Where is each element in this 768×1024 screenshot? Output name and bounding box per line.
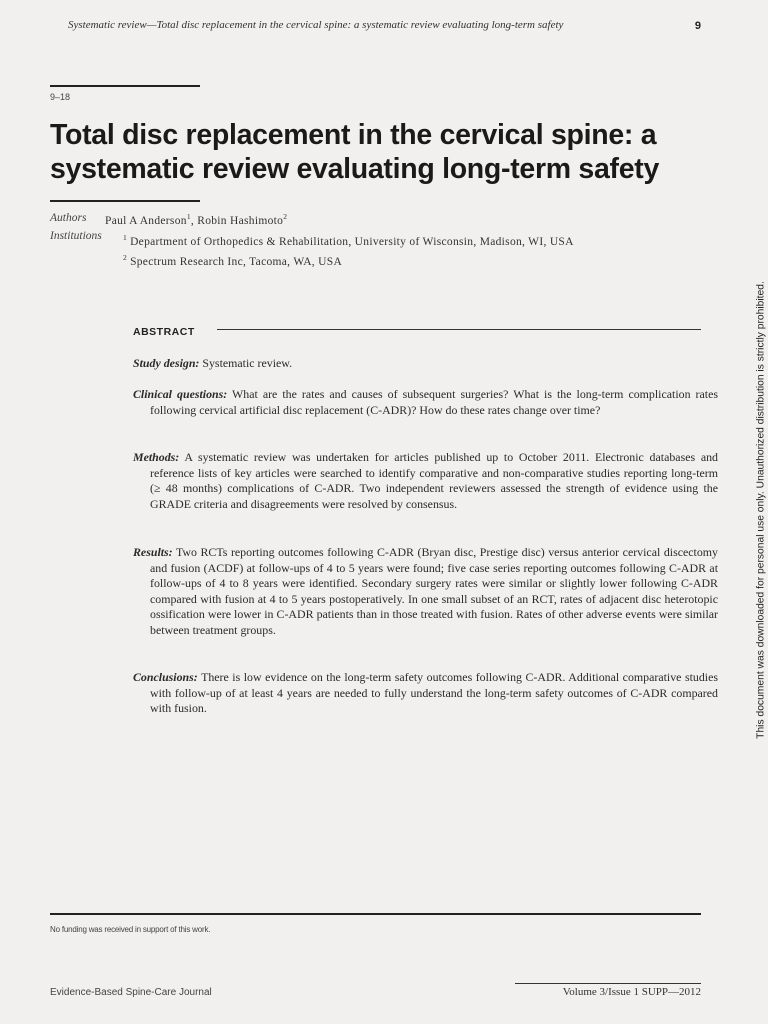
author-name: Robin Hashimoto	[197, 214, 284, 227]
abstract-clinical-questions: Clinical questions: What are the rates and causes of subsequent surgeries? What is the long-term complication rates following cervical artificial disc replacement (C-ADR)? How do these rates change over time?	[133, 387, 719, 417]
abstract-methods: Methods: A systematic review was undertaken for articles published up to October 2011. Electronic databases and reference lists of key articles were searched to identify comparative and non-comparative studies reporting long-term (≥ 48 months) complications of C-ADR. Two independent reviewers assessed the strength of evidence using the GRADE criteria and disagreements were resolved by consensus.	[133, 450, 718, 511]
institutions-label: Institutions	[50, 230, 102, 242]
running-head: Systematic review—Total disc replacement in the cervical spine: a systematic review evaluating long-term safety	[68, 19, 564, 31]
authors-list: Paul A Anderson$^1$, Robin Hashimoto$^2$	[105, 212, 288, 227]
page-range: 9–18	[50, 92, 71, 102]
abstract-results: Results: Two RCTs reporting outcomes following C-ADR (Bryan disc, Prestige disc) versus anterior cervical discectomy and fusion (ACDF) at follow-ups of 4 to 5 years were found; five case series reporting outcomes following C-ADR at follow-ups of 4 to 8 years were identified. Secondary surgery rates were similar or slightly lower following C-ADR compared with fusion at 4 to 5 years postoperatively. In one small subset of an RCT, rates of adjacent disc heterotopic ossification were lower in C-ADR patients than in those treated with fusion. Rates of other adverse events were similar between treatment groups.	[133, 545, 718, 637]
header-rule	[50, 85, 200, 87]
page-number: 9	[694, 20, 701, 32]
abstract-study-design: Study design: Systematic review.	[133, 356, 293, 370]
article-title: Total disc replacement in the cervical spine: a systematic review evaluating long-term safety	[50, 119, 659, 185]
institution-item: $^2$ Spectrum Research Inc, Tacoma, WA, USA	[123, 252, 343, 268]
author-name: Paul A Anderson	[105, 214, 187, 227]
institutions-list	[123, 230, 574, 270]
title-rule	[50, 200, 200, 202]
abstract-conclusions: Conclusions: There is low evidence on the long-term safety outcomes following C-ADR. Additional comparative studies with follow-up of at least 4 years are needed to fully understand the long-term safety outcomes of C-ADR compared with fusion.	[133, 670, 718, 716]
author-affiliation-mark: 1	[186, 212, 191, 221]
abstract-rule	[217, 329, 701, 330]
download-notice: This document was downloaded for personal use only. Unauthorized distribution is strictly prohibited.	[755, 281, 767, 739]
authors-label: Authors	[50, 212, 87, 224]
funding-note: No funding was received in support of this work.	[50, 925, 211, 934]
author-affiliation-mark: 2	[283, 212, 288, 221]
abstract-heading: ABSTRACT	[133, 326, 195, 338]
volume-issue: Volume 3/Issue 1 SUPP—2012	[562, 986, 701, 998]
journal-name: Evidence-Based Spine-Care Journal	[50, 987, 212, 998]
volume-rule	[515, 983, 701, 984]
footnote-rule	[50, 913, 701, 915]
institution-item: $^1$ Department of Orthopedics & Rehabilitation, University of Wisconsin, Madison, WI, USA	[123, 233, 574, 248]
